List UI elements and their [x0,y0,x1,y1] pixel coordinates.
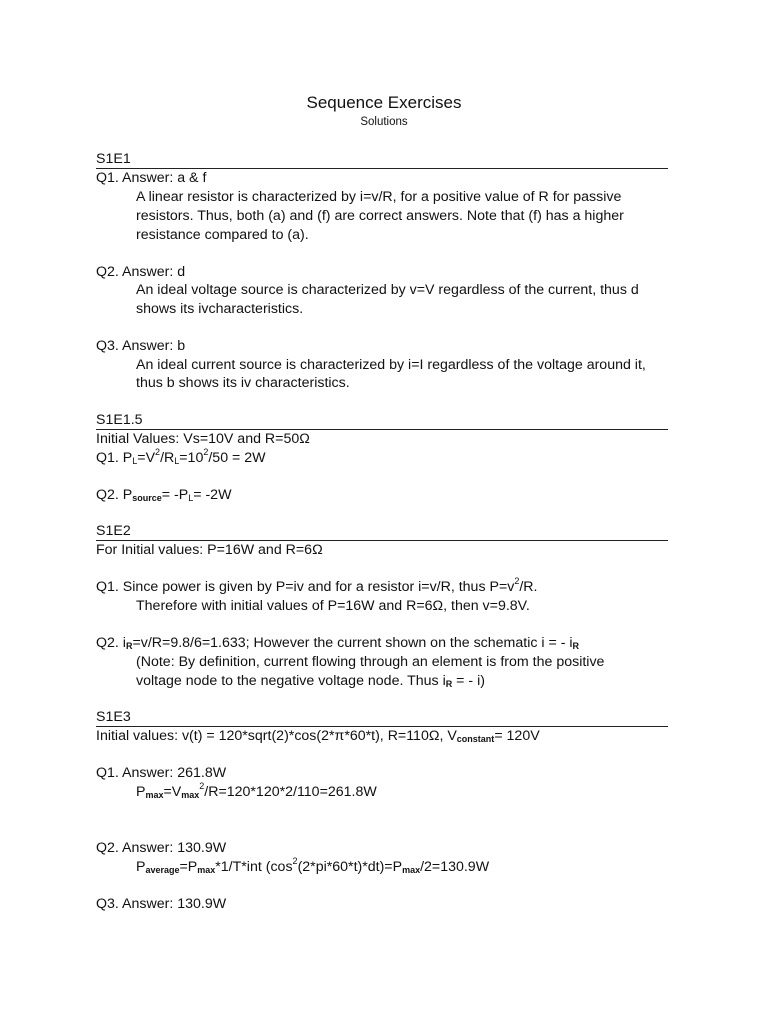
s1e3-q2-explanation: $P_{average}=P_{max}*1/T*int$ $(\cos^2(2*pi*60*t)*dt)=P_{max}/2=130.9W$ [136,856,490,875]
s1e3-initial-values: Initial values: v(t) = 120*sqrt(2)*cos(2*π*60*t), R=110Ω, $V_{constant}= 120V$ [96,728,540,744]
s1e2-q2: Q2. $i_R=v/R=9.8/6=1.633$; However the current shown on the schematic i = - $i_R$ [96,635,580,651]
s1e1-5-q2: Q2. $P_{source}= -P_L= -2W$ [96,487,232,503]
s1e3-q3-answer: Q3. Answer: 130.9W [96,896,227,912]
s1e1-q1-explanation-1: A linear resistor is characterized by i=v/R, for a positive value of R for passive [136,189,622,205]
s1e1-q2-explanation-2: shows its ivcharacteristics. [136,301,304,317]
s1e1-q2-explanation-1: An ideal voltage source is characterized by v=V regardless of the current, thus d [136,282,639,298]
section-header-s1e3: S1E3 [96,708,668,727]
s1e1-5-q1: Q1. $P_L=V^2/R_L=10^2/50 = 2W$ [96,447,266,466]
section-header-s1e1-5: S1E1.5 [96,411,668,430]
s1e1-q2-answer: Q2. Answer: d [96,264,186,280]
s1e1-q1-explanation-2: resistors. Thus, both (a) and (f) are correct answers. Note that (f) has a higher [136,208,624,224]
s1e2-initial-values: For Initial values: P=16W and R=6Ω [96,542,323,558]
section-header-s1e1: S1E1 [96,150,668,169]
s1e1-q3-explanation-2: thus b shows its iv characteristics. [136,375,350,391]
page-title: Sequence Exercises [306,93,462,112]
s1e1-5-initial-values: Initial Values: Vs=10V and R=50Ω [96,431,310,447]
s1e2-q1: Q1. Since power is given by P=iv and for a resistor i=v/R, thus $P=v^2/R$. [96,576,538,595]
s1e1-q3-explanation-1: An ideal current source is characterized by i=I regardless of the voltage around it, [136,357,646,373]
page-subtitle: Solutions [360,116,408,128]
s1e1-q1-explanation-3: resistance compared to (a). [136,227,309,243]
section-header-s1e2: S1E2 [96,522,668,541]
s1e1-q3-answer: Q3. Answer: b [96,338,186,354]
s1e3-q1-explanation: $P_{max}=V_{max}^2/R=120*120*2/110=261.8W$ [136,781,377,800]
s1e2-q2-explanation-1: (Note: By definition, current flowing through an element is from the positive [136,654,605,670]
s1e1-q1-answer: Q1. Answer: a & f [96,170,207,186]
s1e3-q1-answer: Q1. Answer: 261.8W [96,765,227,781]
s1e2-q1-explanation: Therefore with initial values of P=16W and R=6Ω, then v=9.8V. [136,598,530,614]
s1e3-q2-answer: Q2. Answer: 130.9W [96,840,227,856]
s1e2-q2-explanation-2: voltage node to the negative voltage node. Thus $i_R$ = - i) [136,673,485,689]
